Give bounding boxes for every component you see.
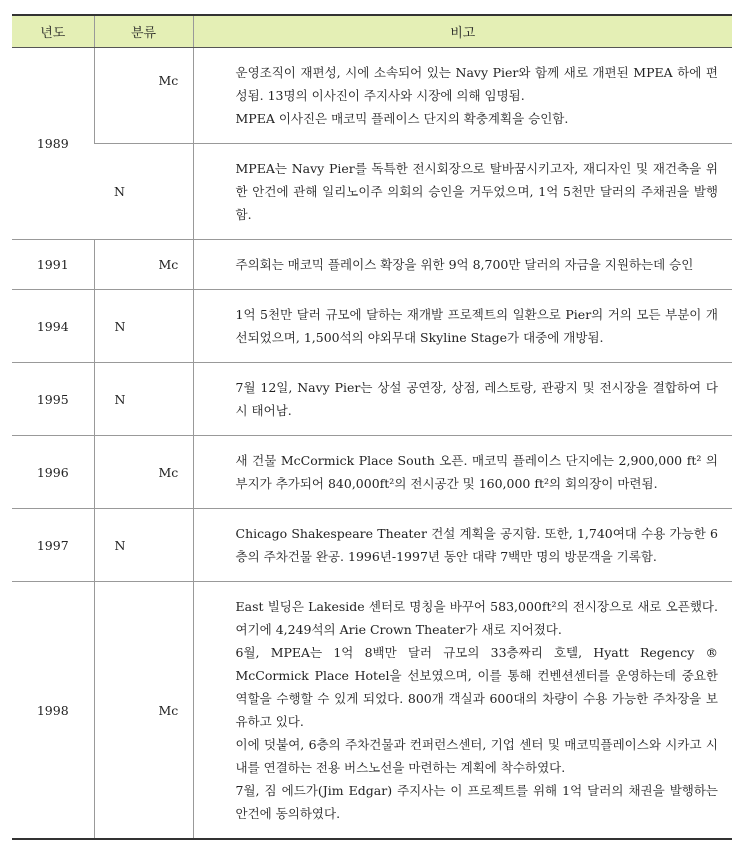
note-paragraph: East 빌딩은 Lakeside 센터로 명칭을 바꾸어 583,000ft²의 전시장으로 새로 오픈했다. 여기에 4,249석의 Arie Crown Theater가 새로 지어졌다. (235, 599, 718, 637)
note-paragraph: 1억 5천만 달러 규모에 달하는 재개발 프로젝트의 일환으로 Pier의 거의 모든 부분이 개선되었으며, 1,500석의 야외무대 Skyline Stage가 대중에 개방됨. (235, 307, 718, 345)
note-cell (193, 144, 732, 240)
note-paragraph: MPEA는 Navy Pier를 독특한 전시회장으로 탈바꿈시키고자, 재디자인 및 재건축을 위한 안건에 관해 일리노이주 의회의 승인을 거두었으며, 1억 5천만 달러의 주채권을 발행함. (235, 161, 718, 222)
note-paragraph: 7월 12일, Navy Pier는 상설 공연장, 상점, 레스토랑, 관광지 및 전시장을 결합하여 다시 태어남. (235, 380, 718, 418)
category-cell: N (94, 290, 193, 363)
note-cell (193, 290, 732, 363)
note-cell (193, 582, 732, 840)
year-cell: 1994 (12, 290, 94, 363)
note-paragraph: 운영조직이 재편성, 시에 소속되어 있는 Navy Pier와 함께 새로 개편된 MPEA 하에 편성됨. 13명의 이사진이 주지사와 시장에 의해 임명됨. (235, 65, 718, 103)
year-cell: 1989 (12, 48, 94, 240)
table-row (12, 48, 732, 144)
note-paragraph: 주의회는 매코믹 플레이스 확장을 위한 9억 8,700만 달러의 자금을 지원하는데 승인 (235, 257, 694, 272)
note-paragraph: 7월, 짐 에드가(Jim Edgar) 주지사는 이 프로젝트를 위해 1억 달러의 채권을 발행하는 안건에 동의하였다. (235, 783, 718, 821)
category-cell: N (94, 509, 193, 582)
header-year: 년도 (12, 15, 94, 48)
category-cell: Mc (94, 436, 193, 509)
note-paragraph: Chicago Shakespeare Theater 건설 계획을 공지함. 또한, 1,740여대 수용 가능한 6층의 주차건물 완공. 1996년-1997년 동안 대략 7백만 명의 방문객을 기록함. (235, 526, 718, 564)
table-row (12, 240, 732, 290)
note-paragraph: 이에 덧붙여, 6층의 주차건물과 컨퍼런스센터, 기업 센터 및 매코믹플레이스와 시카고 시내를 연결하는 전용 버스노선을 마련하는 계획에 착수하였다. (235, 737, 718, 775)
note-cell (193, 436, 732, 509)
note-paragraph: 새 건물 McCormick Place South 오픈. 매코믹 플레이스 단지에는 2,900,000 ft² 의 부지가 추가되어 840,000ft²의 전시공간 및 160,000 ft²의 회의장이 마련됨. (235, 453, 718, 491)
year-cell: 1998 (12, 582, 94, 840)
category-cell: Mc (94, 582, 193, 840)
table-row (12, 436, 732, 509)
header-row (12, 15, 732, 48)
header-category: 분류 (94, 15, 193, 48)
note-cell (193, 240, 732, 290)
year-cell: 1997 (12, 509, 94, 582)
year-cell: 1996 (12, 436, 94, 509)
category-cell: N (94, 144, 193, 240)
note-cell (193, 48, 732, 144)
note-cell (193, 509, 732, 582)
header-note: 비고 (193, 15, 732, 48)
table-row (12, 144, 732, 240)
year-cell: 1995 (12, 363, 94, 436)
category-cell: Mc (94, 240, 193, 290)
table-row (12, 509, 732, 582)
history-table (12, 14, 732, 840)
table-row (12, 582, 732, 840)
note-paragraph: MPEA 이사진은 매코믹 플레이스 단지의 확충계획을 승인함. (235, 111, 569, 126)
category-cell: Mc (94, 48, 193, 144)
note-cell (193, 363, 732, 436)
table-row (12, 290, 732, 363)
table-row (12, 363, 732, 436)
year-cell: 1991 (12, 240, 94, 290)
note-paragraph: 6월, MPEA는 1억 8백만 달러 규모의 33층짜리 호텔, Hyatt Regency ® McCormick Place Hotel을 선보였으며, 이를 통해 컨벤션센터를 운영하는데 중요한 역할을 수행할 수 있게 되었다. 800개 객실과 600대의 차량이 수용 가능한 주차장을 보유하고 있다. (235, 645, 718, 729)
history-table-wrapper (12, 14, 732, 840)
category-cell: N (94, 363, 193, 436)
